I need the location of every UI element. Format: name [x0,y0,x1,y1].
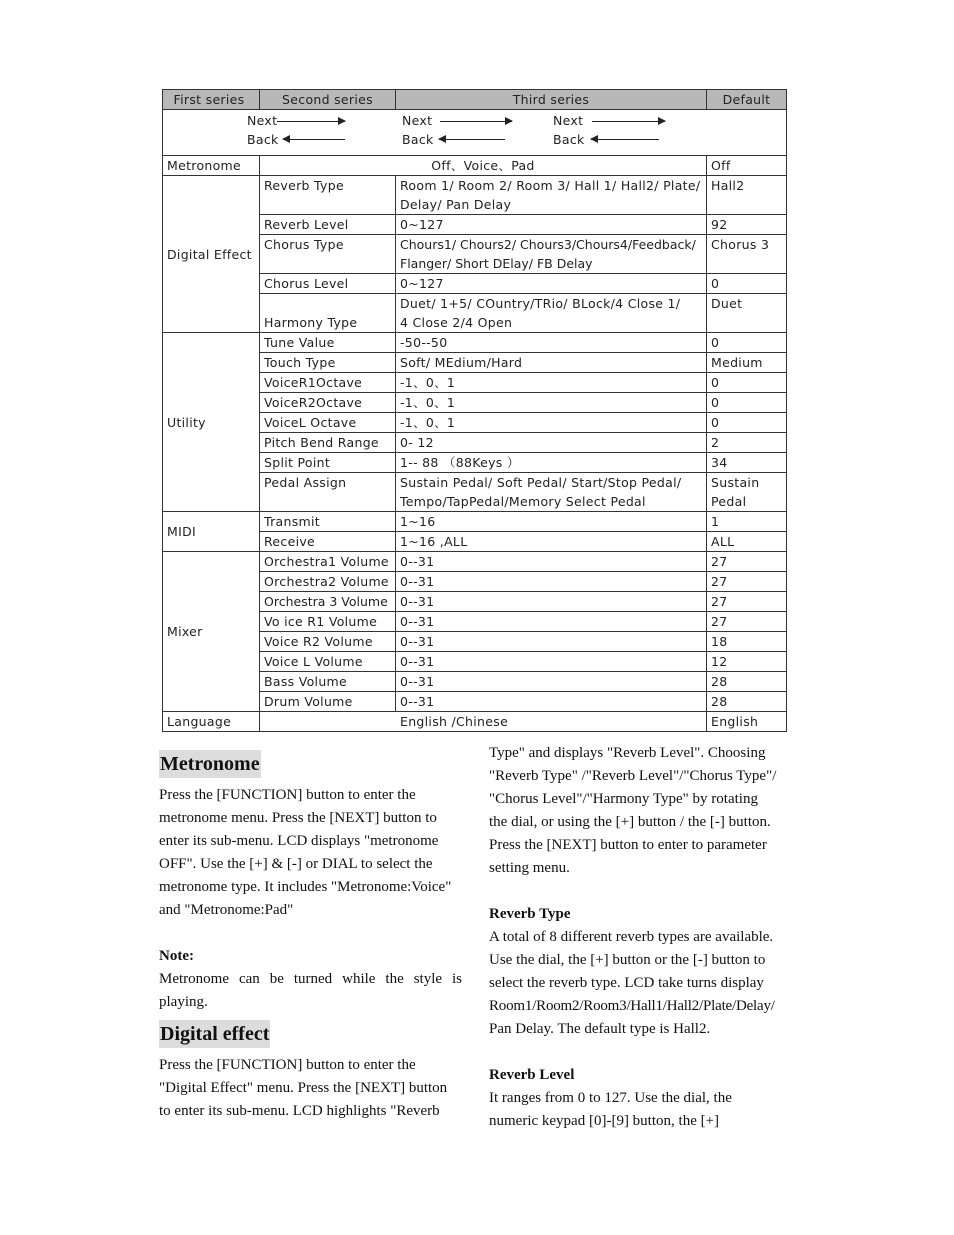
paragraph-line: and "Metronome:Pad" [159,902,294,918]
language-values-text: English /Chinese [400,714,509,729]
cell-default: 0 [707,274,787,294]
cell-default: Hall2 [707,176,787,215]
header-second-series: Second series [260,90,396,110]
cell-default: 18 [707,632,787,652]
paragraph-line: Pan Delay. The default type is Hall2. [489,1021,711,1037]
table-header-row [163,90,787,110]
paragraph-line: metronome type. It includes "Metronome:Voice" [159,879,452,895]
value-line: Sustain Pedal/ Soft Pedal/ Start/Stop Pedal/ [400,475,682,490]
paragraph-line: to enter its sub-menu. LCD highlights "Reverb [159,1103,440,1119]
cell-name: Bass Volume [260,672,396,692]
cell-default: 0 [707,373,787,393]
header-third-series: Third series [396,90,707,110]
cell-name: Pitch Bend Range [260,433,396,453]
cell-default: 0 [707,333,787,353]
cell-default [707,473,787,512]
cell-values: 1-- 88 （88Keys ） [396,453,707,473]
cell-values: 0--31 [396,652,707,672]
arrow-right-icon [592,121,665,122]
cell-values: -1、0、1 [396,413,707,433]
cell-values: -1、0、1 [396,393,707,413]
cell-name: Tune Value [260,333,396,353]
cell-values: 0~127 [396,215,707,235]
table-row-language [163,712,787,732]
left-text-column [159,750,462,1123]
cell-values [396,294,707,333]
value-line: 4 Close 2/4 Open [400,315,513,330]
cell-name: Vo ice R1 Volume [260,612,396,632]
reverb-type-heading: Reverb Type [489,906,571,922]
paragraph-line: Press the [FUNCTION] button to enter the [159,1057,416,1073]
cell-name: Chorus Level [260,274,396,294]
cell-values [396,235,707,274]
header-default: Default [707,90,787,110]
note-label: Note: [159,948,194,964]
cell-name: VoiceL Octave [260,413,396,433]
cell-values [396,176,707,215]
cell-metronome-values: Off、Voice、Pad [260,156,707,176]
cell-default: Duet [707,294,787,333]
cell-values: 1~16 [396,512,707,532]
group-midi: MIDI [163,512,260,552]
cell-values: 1~16 ,ALL [396,532,707,552]
cell-name: Harmony Type [260,294,396,333]
paragraph-line: Metronome can be turned while the style is [159,971,462,987]
cell-default: 27 [707,612,787,632]
cell-language-default: English [707,712,787,732]
header-first-series: First series [163,90,260,110]
cell-values: 0--31 [396,672,707,692]
value-line: Duet/ 1+5/ COuntry/TRio/ BLock/4 Close 1/ [400,296,681,311]
function-table [162,89,787,732]
cell-metronome-default: Off [707,156,787,176]
nav-back-label-1: Back [247,132,279,147]
reverb-level-heading: Reverb Level [489,1067,575,1083]
cell-default: 28 [707,692,787,712]
cell-name: Drum Volume [260,692,396,712]
cell-name: Orchestra1 Volume [260,552,396,572]
paragraph-line: "Reverb Type" /"Reverb Level"/"Chorus Type"/ [489,768,777,784]
cell-name: Split Point [260,453,396,473]
cell-name: Chorus Type [260,235,396,274]
paragraph-line: Type" and displays "Reverb Level". Choosing [489,745,766,761]
cell-name: Reverb Level [260,215,396,235]
paragraph-line: OFF". Use the [+] & [-] or DIAL to select the [159,856,433,872]
default-line: Pedal [711,494,747,509]
cell-values: 0--31 [396,692,707,712]
digital-effect-heading: Digital effect [159,1020,270,1048]
table-row-metronome [163,156,787,176]
cell-default: Medium [707,353,787,373]
table-row-tune-value [163,333,787,353]
cell-name: VoiceR1Octave [260,373,396,393]
value-line: Flanger/ Short DElay/ FB Delay [400,256,593,271]
cell-language-values [260,712,707,732]
arrow-left-icon [439,139,505,140]
paragraph-line: "Digital Effect" menu. Press the [NEXT] button [159,1080,448,1096]
paragraph-line: enter its sub-menu. LCD displays "metronome [159,833,439,849]
cell-values: 0--31 [396,612,707,632]
right-text-column [489,742,792,1133]
cell-metronome-name: Metronome [163,156,260,176]
cell-default: 2 [707,433,787,453]
arrow-left-icon [283,139,345,140]
cell-default: 1 [707,512,787,532]
cell-default: 28 [707,672,787,692]
paragraph-line: It ranges from 0 to 127. Use the dial, the [489,1090,732,1106]
cell-values [396,473,707,512]
cell-default: 34 [707,453,787,473]
paragraph-line: Press the [FUNCTION] button to enter the [159,787,416,803]
navigation-row [163,110,787,156]
cell-name: Voice L Volume [260,652,396,672]
nav-next-label-2: Next [402,113,433,128]
value-line: Delay/ Pan Delay [400,197,512,212]
cell-values: -50--50 [396,333,707,353]
cell-values: 0--31 [396,572,707,592]
cell-name: Orchestra 3 Volume [260,592,396,612]
navigation-legend [163,110,786,155]
cell-default: ALL [707,532,787,552]
function-table-wrapper [162,89,786,732]
cell-default: 27 [707,552,787,572]
group-mixer: Mixer [163,552,260,712]
table-row-transmit [163,512,787,532]
cell-default: 0 [707,413,787,433]
cell-language-name: Language [163,712,260,732]
arrow-right-icon [277,121,345,122]
table-row-orchestra1-volume [163,552,787,572]
cell-name: Touch Type [260,353,396,373]
arrow-left-icon [591,139,659,140]
nav-back-label-3: Back [553,132,585,147]
default-line: Sustain [711,475,760,490]
cell-values: -1、0、1 [396,373,707,393]
cell-name: Receive [260,532,396,552]
paragraph-line: the dial, or using the [+] button / the [-] button. [489,814,771,830]
cell-name: Transmit [260,512,396,532]
nav-next-label-1: Next [247,113,278,128]
paragraph-line: Use the dial, the [+] button or the [-] button to [489,952,766,968]
cell-default: 27 [707,572,787,592]
cell-default: 0 [707,393,787,413]
paragraph-line: setting menu. [489,860,570,876]
nav-back-label-2: Back [402,132,434,147]
paragraph-line: "Chorus Level"/"Harmony Type" by rotating [489,791,758,807]
value-line: Tempo/TapPedal/Memory Select Pedal [400,494,646,509]
cell-name: VoiceR2Octave [260,393,396,413]
cell-name: Orchestra2 Volume [260,572,396,592]
cell-values: 0--31 [396,552,707,572]
paragraph-line: playing. [159,994,208,1010]
paragraph-line: metronome menu. Press the [NEXT] button to [159,810,437,826]
cell-name: Reverb Type [260,176,396,215]
metronome-heading: Metronome [159,750,261,778]
group-utility: Utility [163,333,260,512]
cell-default: 27 [707,592,787,612]
paragraph-line: numeric keypad [0]-[9] button, the [+] [489,1113,720,1129]
cell-values: 0- 12 [396,433,707,453]
cell-default: Chorus 3 [707,235,787,274]
paragraph-line: A total of 8 different reverb types are available. [489,929,774,945]
cell-name: Pedal Assign [260,473,396,512]
cell-values: 0--31 [396,592,707,612]
paragraph-line: select the reverb type. LCD take turns display [489,975,764,991]
cell-default: 12 [707,652,787,672]
group-digital-effect: Digital Effect [163,176,260,333]
paragraph-line: Room1/Room2/Room3/Hall1/Hall2/Plate/Delay/ [489,998,775,1014]
table-row-reverb-type [163,176,787,215]
value-line: Room 1/ Room 2/ Room 3/ Hall 1/ Hall2/ Plate/ [400,178,701,193]
nav-next-label-3: Next [553,113,584,128]
cell-name: Voice R2 Volume [260,632,396,652]
cell-values: 0~127 [396,274,707,294]
cell-values: Soft/ MEdium/Hard [396,353,707,373]
cell-values: 0--31 [396,632,707,652]
cell-default: 92 [707,215,787,235]
value-line: Chours1/ Chours2/ Chours3/Chours4/Feedback/ [400,237,696,252]
arrow-right-icon [440,121,512,122]
paragraph-line: Press the [NEXT] button to enter to parameter [489,837,767,853]
